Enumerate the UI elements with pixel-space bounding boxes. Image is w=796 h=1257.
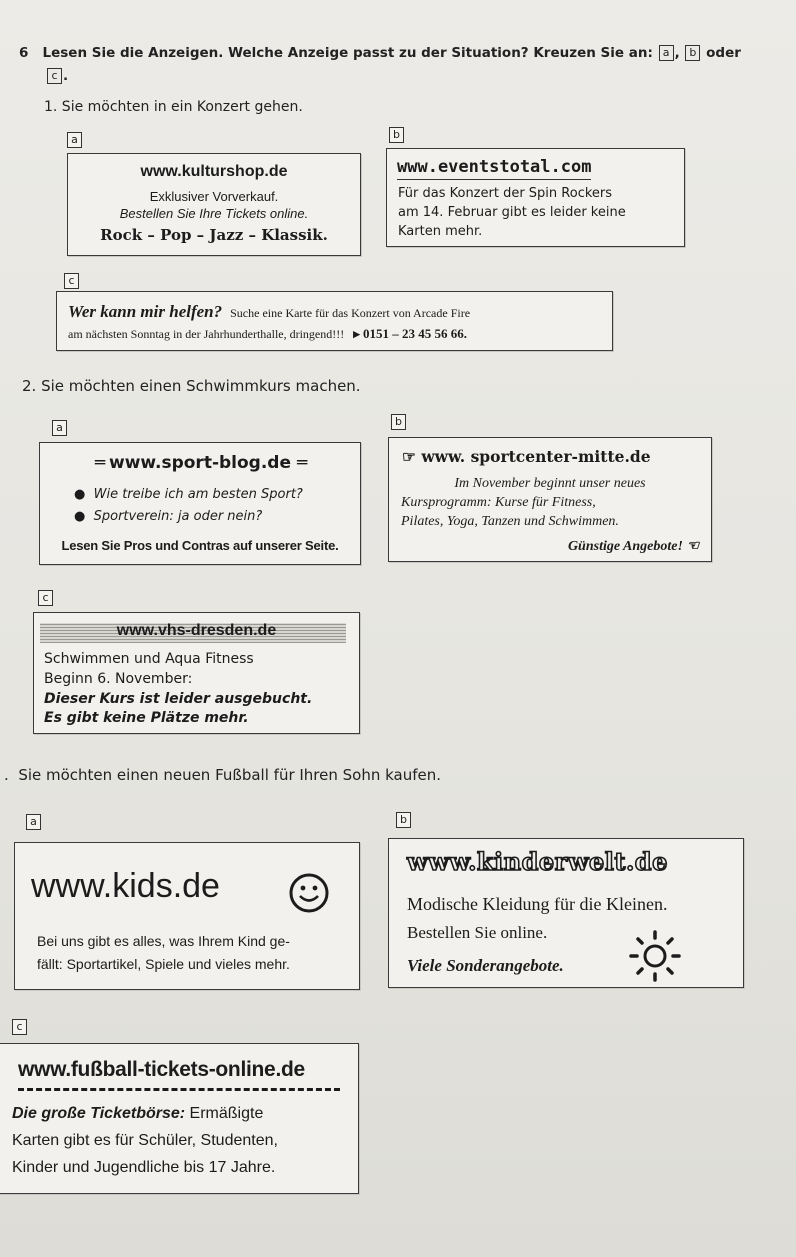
- q2-ad-b-url-row: [402, 447, 651, 466]
- option-a-box: a: [659, 45, 674, 61]
- q1-label-b: b: [389, 127, 404, 143]
- q2-ad-a-url: www.sport-blog.de: [108, 453, 292, 473]
- q3-ad-b-url: www.kinderwelt.de: [407, 847, 668, 876]
- q2-ad-c: [33, 612, 360, 734]
- task-end: .: [63, 68, 69, 84]
- equals-deco-left: ═: [94, 453, 104, 473]
- q2-ad-b-footer: Günstige Angebote!: [567, 539, 683, 554]
- q1-ad-a-line1: Exklusiver Vorverkauf.: [149, 189, 279, 204]
- sun-icon: [627, 928, 683, 984]
- q3-ad-b-line1: Modische Kleidung für die Kleinen.: [407, 894, 668, 914]
- q3-ad-a-url: www.kids.de: [31, 867, 220, 905]
- q3-ad-b-line3: Viele Sonderangebote.: [407, 956, 564, 975]
- q1-ad-c-headline-row: [68, 302, 470, 322]
- q2-ad-a-bullet1: Wie treibe ich am besten Sport?: [93, 487, 303, 502]
- q1-ad-b-url: www.eventstotal.com: [397, 157, 591, 180]
- q2-ad-c-line3: Dieser Kurs ist leider ausgebucht.: [44, 691, 313, 707]
- q3-ad-c-line1-bold: Die große Ticketbörse:: [12, 1105, 186, 1122]
- q1-ad-c-line2: am nächsten Sonntag in der Jahrhunderthalle, dringend!!!: [68, 327, 345, 341]
- q2-label-a: a: [52, 420, 67, 436]
- bullet-icon: ●: [74, 487, 94, 502]
- q3-ad-b-line2: Bestellen Sie online.: [407, 923, 548, 942]
- option-b-box: b: [685, 45, 700, 61]
- q2-label-b: b: [391, 414, 406, 430]
- q1-ad-c-phone: ▸ 0151 – 23 45 56 66.: [353, 326, 468, 341]
- q3-label-c: c: [12, 1019, 27, 1035]
- q3-ad-b: [388, 838, 744, 988]
- bullet-icon: ●: [74, 509, 94, 524]
- question-3-row: [4, 766, 441, 784]
- q3-ad-a-url-row: [31, 867, 220, 906]
- q1-ad-c-line1: Suche eine Karte für das Konzert von Arcade Fire: [230, 306, 471, 320]
- option-c-box: c: [47, 68, 62, 84]
- q2-ad-b-line3: Pilates, Yoga, Tanzen und Schwimmen.: [401, 514, 619, 529]
- task-number: 6: [19, 45, 29, 61]
- q1-label-a: a: [67, 132, 82, 148]
- q1-ad-c-headline: Wer kann mir helfen?: [68, 302, 223, 321]
- q2-ad-a: [39, 442, 361, 565]
- q2-ad-c-line4: Es gibt keine Plätze mehr.: [44, 710, 249, 726]
- q1-ad-a-line3: Rock – Pop – Jazz – Klassik.: [100, 226, 328, 244]
- q1-ad-a: [67, 153, 361, 256]
- question-3: Sie möchten einen neuen Fußball für Ihren Sohn kaufen.: [18, 766, 442, 784]
- q1-ad-c-line2-row: [68, 326, 467, 342]
- task-instruction-text: Lesen Sie die Anzeigen. Welche Anzeige passt zu der Situation? Kreuzen Sie an:: [42, 45, 653, 61]
- q1-label-c: c: [64, 273, 79, 289]
- equals-deco-right: ═: [296, 453, 306, 473]
- q3-ad-a-line1: Bei uns gibt es alles, was Ihrem Kind ge-: [37, 933, 290, 949]
- q3-ad-c-line3: Kinder und Jugendliche bis 17 Jahre.: [12, 1159, 276, 1176]
- q2-ad-b: [388, 437, 712, 562]
- q2-ad-b-line1: Im November beginnt unser neues: [454, 476, 646, 491]
- q2-ad-c-url: www.vhs-dresden.de: [116, 622, 277, 639]
- q3-ad-a-line2: fällt: Sportartikel, Spiele und vieles mehr.: [37, 956, 290, 972]
- task-instruction: [19, 45, 779, 61]
- q3-ad-c-line2: Karten gibt es für Schüler, Studenten,: [12, 1132, 278, 1149]
- q3-ad-c-line1-rest: Ermäßigte: [185, 1105, 264, 1122]
- q3-ad-c-line1-row: [12, 1105, 263, 1123]
- q2-ad-b-url: www. sportcenter-mitte.de: [421, 447, 651, 466]
- q3-ad-a: [14, 842, 360, 990]
- q1-ad-b-line2: am 14. Februar gibt es leider keine: [398, 205, 626, 220]
- q2-ad-a-bullet2: Sportverein: ja oder nein?: [93, 509, 263, 524]
- q3-label-a: a: [26, 814, 41, 830]
- q1-ad-b-line1: Für das Konzert der Spin Rockers: [398, 186, 613, 201]
- q3-ad-c: [0, 1043, 359, 1194]
- q2-ad-c-line2: Beginn 6. November:: [44, 671, 193, 687]
- question-1: 1. Sie möchten in ein Konzert gehen.: [44, 99, 303, 115]
- question-3-dot: .: [4, 766, 19, 784]
- dashed-divider: [18, 1088, 340, 1091]
- pointing-hand-left-icon: ☜: [686, 539, 699, 554]
- q2-ad-c-line1: Schwimmen und Aqua Fitness: [44, 651, 254, 667]
- q1-ad-b: [386, 148, 685, 247]
- task-or-word: oder: [706, 45, 741, 61]
- q1-ad-a-url: www.kulturshop.de: [140, 163, 288, 180]
- pointing-hand-icon: ☞: [402, 447, 416, 466]
- task-sep: ,: [674, 45, 680, 61]
- smiley-icon: [287, 871, 331, 915]
- q2-ad-a-bullet1-row: [74, 487, 303, 502]
- q2-ad-b-footer-row: [568, 538, 699, 555]
- q2-ad-a-footer: Lesen Sie Pros und Contras auf unserer Seite.: [61, 538, 339, 553]
- q1-ad-c: [56, 291, 613, 351]
- question-2: 2. Sie möchten einen Schwimmkurs machen.: [22, 377, 361, 395]
- q3-label-b: b: [396, 812, 411, 828]
- q3-ad-c-url: www.fußball-tickets-online.de: [18, 1058, 305, 1081]
- q2-ad-a-bullet2-row: [74, 509, 262, 524]
- q2-label-c: c: [38, 590, 53, 606]
- q1-ad-b-line3: Karten mehr.: [398, 224, 483, 239]
- q2-ad-b-line2: Kursprogramm: Kurse für Fitness,: [401, 495, 596, 510]
- q2-ad-a-url-row: [40, 453, 360, 473]
- q1-ad-a-line2: Bestellen Sie Ihre Tickets online.: [119, 206, 309, 221]
